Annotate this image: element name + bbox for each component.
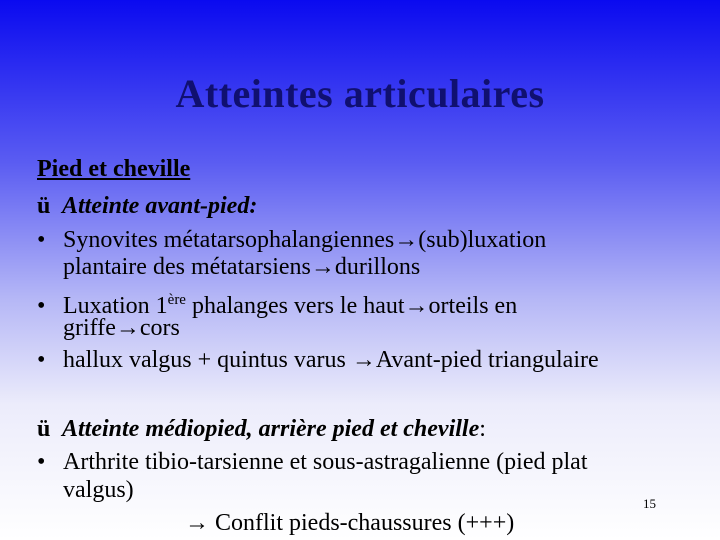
check-item-label: Atteinte médiopied, arrière pied et cheville <box>62 416 480 442</box>
bullet-icon: • <box>37 227 46 253</box>
bullet-item <box>37 448 587 477</box>
bullet-item <box>37 346 599 375</box>
bullet-text: Luxation 1 <box>63 293 168 319</box>
bullet-text-continued: plantaire des métatarsiens→durillons <box>63 254 421 280</box>
bullet-icon: • <box>37 347 46 373</box>
superscript-text: ère <box>167 292 186 308</box>
bullet-text: Arthrite tibio-tarsienne et sous-astragalienne (pied plat <box>63 449 588 475</box>
bullet-item <box>37 226 546 255</box>
bullet-text: hallux valgus + quintus varus →Avant-pied triangulaire <box>63 347 599 373</box>
check-item-forefoot <box>37 192 257 221</box>
check-item-label: Atteinte avant-pied: <box>62 193 258 219</box>
bullet-text: phalanges vers le haut→orteils en <box>185 293 518 319</box>
bullet-icon: • <box>37 449 46 475</box>
bullet-text-continued: griffe→cors <box>63 315 180 341</box>
check-item-midfoot <box>37 415 486 444</box>
slide-title: Atteintes articulaires <box>175 71 545 116</box>
check-item-colon: : <box>479 416 486 442</box>
conclusion-text: → Conflit pieds-chaussures (+++) <box>185 510 515 536</box>
section-heading: Pied et cheville <box>37 156 191 182</box>
bullet-icon: • <box>37 293 46 319</box>
check-mark-icon: ü <box>37 416 51 442</box>
check-mark-icon: ü <box>37 193 51 219</box>
page-number: 15 <box>643 496 656 511</box>
bullet-text: Synovites métatarsophalangiennes→(sub)luxation <box>63 227 547 253</box>
bullet-text-continued: valgus) <box>63 477 134 503</box>
